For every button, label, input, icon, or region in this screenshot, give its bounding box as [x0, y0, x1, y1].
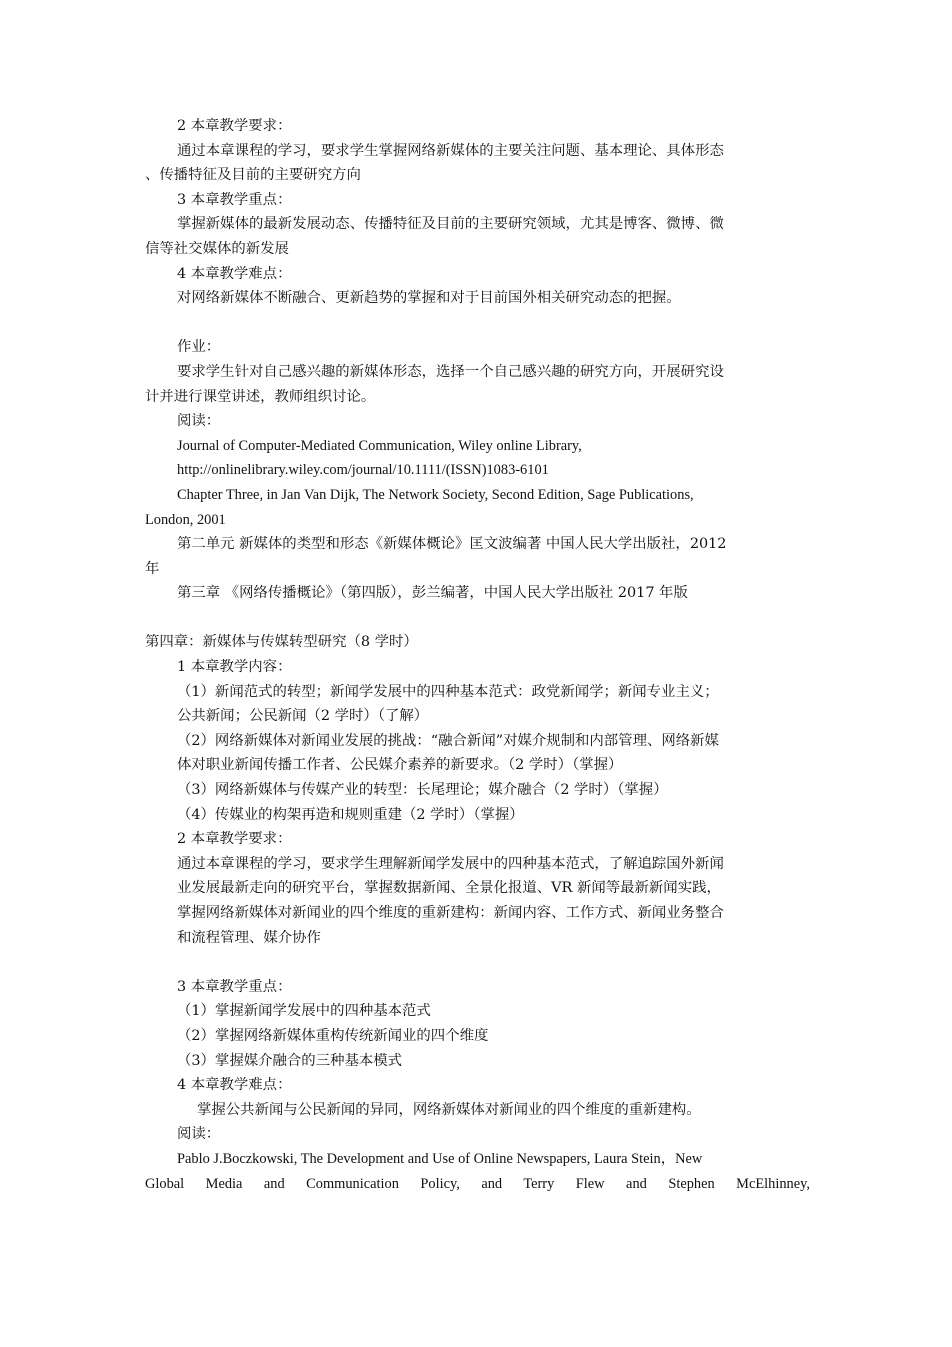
paragraph-line: 、传播特征及目前的主要研究方向: [145, 167, 361, 184]
reference-line: 年: [145, 560, 160, 577]
list-item-continuation: 体对职业新闻传播工作者、公民媒介素养的新要求。（2 学时）（掌握）: [177, 757, 623, 774]
list-item: （2）网络新媒体对新闻业发展的挑战：“融合新闻”对媒介规制和内部管理、网络新媒: [177, 732, 719, 749]
section-heading: 2 本章教学要求：: [177, 831, 292, 848]
list-item: （1）掌握新闻学发展中的四种基本范式: [177, 1003, 431, 1020]
reference-line: Journal of Computer-Mediated Communication, Wiley online Library,: [177, 437, 582, 454]
section-heading: 3 本章教学重点：: [177, 191, 292, 208]
reference-line: London, 2001: [145, 511, 226, 528]
paragraph-line: 通过本章课程的学习，要求学生理解新闻学发展中的四种基本范式，了解追踪国外新闻: [177, 855, 724, 872]
blank-line: [145, 950, 810, 975]
paragraph-line: 信等社交媒体的新发展: [145, 240, 289, 257]
reference-line: Pablo J.Boczkowski, The Development and Use of Online Newspapers, Laura Stein，New: [177, 1150, 703, 1167]
section-heading: 阅读：: [177, 413, 221, 430]
list-item-continuation: 公共新闻；公民新闻（2 学时）（了解）: [177, 708, 429, 725]
list-item: （2）掌握网络新媒体重构传统新闻业的四个维度: [177, 1027, 489, 1044]
list-item: （1）新闻范式的转型；新闻学发展中的四种基本范式：政党新闻学；新闻专业主义；: [177, 683, 719, 700]
list-item: （3）掌握媒介融合的三种基本模式: [177, 1052, 403, 1069]
reference-line: Global Media and Communication Policy, and Terry Flew and Stephen McElhinney,: [145, 1175, 810, 1192]
section-heading: 阅读：: [177, 1126, 221, 1143]
paragraph-line: 和流程管理、媒介协作: [177, 929, 321, 946]
section-heading: 作业：: [177, 339, 221, 356]
section-heading: 2 本章教学要求：: [177, 118, 292, 134]
section-heading: 4 本章教学难点：: [177, 1077, 292, 1094]
list-item: （3）网络新媒体与传媒产业的转型：长尾理论；媒介融合（2 学时）（掌握）: [177, 782, 668, 799]
chapter-title: 第四章：新媒体与传媒转型研究（8 学时）: [145, 634, 418, 651]
section-heading: 4 本章教学难点：: [177, 265, 292, 282]
reference-line: Chapter Three, in Jan Van Dijk, The Network Society, Second Edition, Sage Publications,: [177, 486, 694, 503]
paragraph-line: 掌握公共新闻与公民新闻的异同，网络新媒体对新闻业的四个维度的重新建构。: [197, 1101, 701, 1118]
paragraph-line: 通过本章课程的学习，要求学生掌握网络新媒体的主要关注问题、基本理论、具体形态: [177, 142, 724, 159]
paragraph-line: 业发展最新走向的研究平台，掌握数据新闻、全景化报道、VR 新闻等最新新闻实践，: [177, 880, 721, 897]
paragraph-line: 对网络新媒体不断融合、更新趋势的掌握和对于目前国外相关研究动态的把握。: [177, 290, 681, 307]
reference-url: http://onlinelibrary.wiley.com/journal/10.1111/(ISSN)1083-6101: [177, 462, 549, 479]
blank-line: [145, 606, 810, 631]
reference-line: 第三章 《网络传播概论》（第四版），彭兰编著，中国人民大学出版社 2017 年版: [177, 585, 688, 602]
paragraph-line: 掌握网络新媒体对新闻业的四个维度的重新建构：新闻内容、工作方式、新闻业务整合: [177, 905, 724, 921]
blank-line: [145, 311, 810, 336]
section-heading: 3 本章教学重点：: [177, 978, 292, 995]
paragraph-line: 计并进行课堂讲述，教师组织讨论。: [145, 388, 376, 405]
reference-line: 第二单元 新媒体的类型和形态《新媒体概论》匡文波编著 中国人民大学出版社，2012: [177, 536, 727, 553]
document-page: [145, 114, 810, 1196]
paragraph-line: 要求学生针对自己感兴趣的新媒体形态，选择一个自己感兴趣的研究方向，开展研究设: [177, 363, 724, 380]
list-item: （4）传媒业的构架再造和规则重建（2 学时）（掌握）: [177, 806, 524, 823]
paragraph-line: 掌握新媒体的最新发展动态、传播特征及目前的主要研究领域，尤其是博客、微博、微: [177, 216, 724, 233]
section-heading: 1 本章教学内容：: [177, 659, 292, 676]
